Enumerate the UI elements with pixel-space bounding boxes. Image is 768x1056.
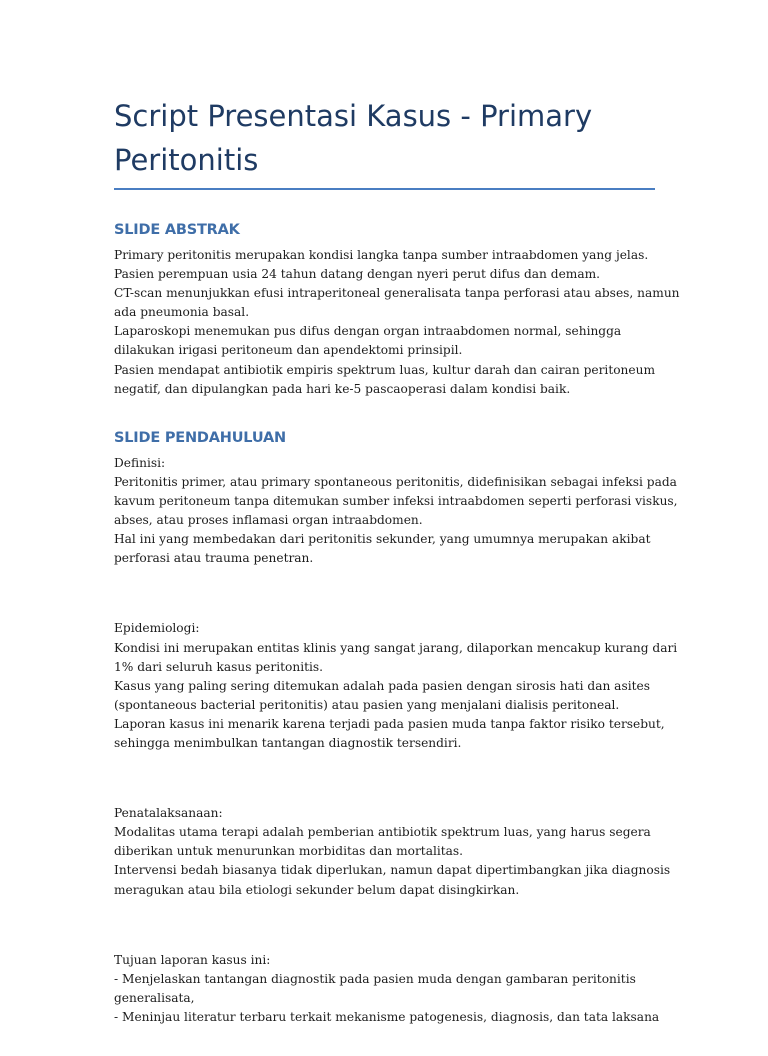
paragraph-line: abses, atau proses inflamasi organ intraabdomen. (114, 513, 423, 528)
paragraph-line: Kasus yang paling sering ditemukan adalah pada pasien dengan sirosis hati dan asites (114, 678, 650, 693)
paragraph-line: perforasi atau trauma penetran. (114, 551, 314, 566)
paragraph-line: generalisata, (114, 990, 195, 1005)
blank-line (114, 916, 659, 935)
paragraph-line: CT-scan menunjukkan efusi intraperitoneal generalisata tanpa perforasi atau abses, namun (114, 286, 680, 301)
section-pendahuluan (114, 428, 678, 1027)
document-title (114, 94, 659, 188)
paragraph-line: Laparoskopi menemukan pus difus dengan organ intraabdomen normal, sehingga (114, 324, 622, 339)
section-abstrak (114, 220, 680, 399)
paragraph-line: Pasien mendapat antibiotik empiris spektrum luas, kultur darah dan cairan peritoneum (114, 362, 656, 377)
paragraph-line: Laporan kasus ini menarik karena terjadi pada pasien muda tanpa faktor risiko tersebut, (114, 716, 665, 731)
title-underline (114, 188, 655, 190)
paragraph-line: kavum peritoneum tanpa ditemukan sumber infeksi intraabdomen seperti perforasi viskus, (114, 493, 678, 508)
blank-line (114, 769, 659, 788)
paragraph-line: - Meninjau literatur terbaru terkait mekanisme patogenesis, diagnosis, dan tata laksana (114, 1010, 660, 1024)
paragraph-line: Penatalaksanaan: (114, 806, 223, 821)
paragraph-line: Intervensi bedah biasanya tidak diperlukan, namun dapat dipertimbangkan jika diagnosis (114, 863, 671, 878)
section-heading-pendahuluan: SLIDE PENDAHULUAN (114, 429, 286, 446)
paragraph-line: negatif, dan dipulangkan pada hari ke-5 pascaoperasi dalam kondisi baik. (114, 381, 571, 396)
paragraph-line: Peritonitis primer, atau primary spontaneous peritonitis, didefinisikan sebagai infeksi pada (114, 474, 677, 489)
paragraph-line: Kondisi ini merupakan entitas klinis yang sangat jarang, dilaporkan mencakup kurang dari (114, 640, 678, 655)
paragraph-line: dilakukan irigasi peritoneum dan apendektomi prinsipil. (114, 343, 463, 358)
blank-line (114, 584, 659, 603)
paragraph-line: Tujuan laporan kasus ini: (114, 952, 271, 967)
paragraph-line: Pasien perempuan usia 24 tahun datang dengan nyeri perut difus dan demam. (114, 267, 601, 282)
paragraph-line: meragukan atau bila etiologi sekunder belum dapat disingkirkan. (114, 882, 520, 897)
paragraph-line: Primary peritonitis merupakan kondisi langka tanpa sumber intraabdomen yang jelas. (114, 248, 649, 262)
paragraph-line: Definisi: (114, 455, 166, 470)
document-page (114, 94, 680, 1056)
paragraph-line: sehingga menimbulkan tantangan diagnostik tersendiri. (114, 735, 462, 750)
paragraph-line: Epidemiologi: (114, 621, 200, 636)
paragraph-line: Modalitas utama terapi adalah pemberian antibiotik spektrum luas, yang harus segera (114, 825, 651, 840)
paragraph-line: - Menjelaskan tantangan diagnostik pada pasien muda dengan gambaran peritonitis (114, 971, 636, 986)
paragraph-line: (spontaneous bacterial peritonitis) atau pasien yang menjalani dialisis peritoneal. (114, 697, 620, 712)
document-title-line-2: Peritonitis (114, 143, 259, 177)
paragraph-line: ada pneumonia basal. (114, 305, 250, 320)
paragraph-line: diberikan untuk menurunkan morbiditas dan mortalitas. (114, 844, 464, 859)
paragraph-line: 1% dari seluruh kasus peritonitis. (114, 659, 324, 674)
section-heading-abstrak: SLIDE ABSTRAK (114, 222, 240, 238)
document-title-line-1: Script Presentasi Kasus - Primary (114, 99, 593, 133)
paragraph-line: Hal ini yang membedakan dari peritonitis sekunder, yang umumnya merupakan akibat (114, 532, 651, 547)
pendahuluan-body (114, 454, 678, 1027)
abstrak-body (114, 246, 680, 399)
